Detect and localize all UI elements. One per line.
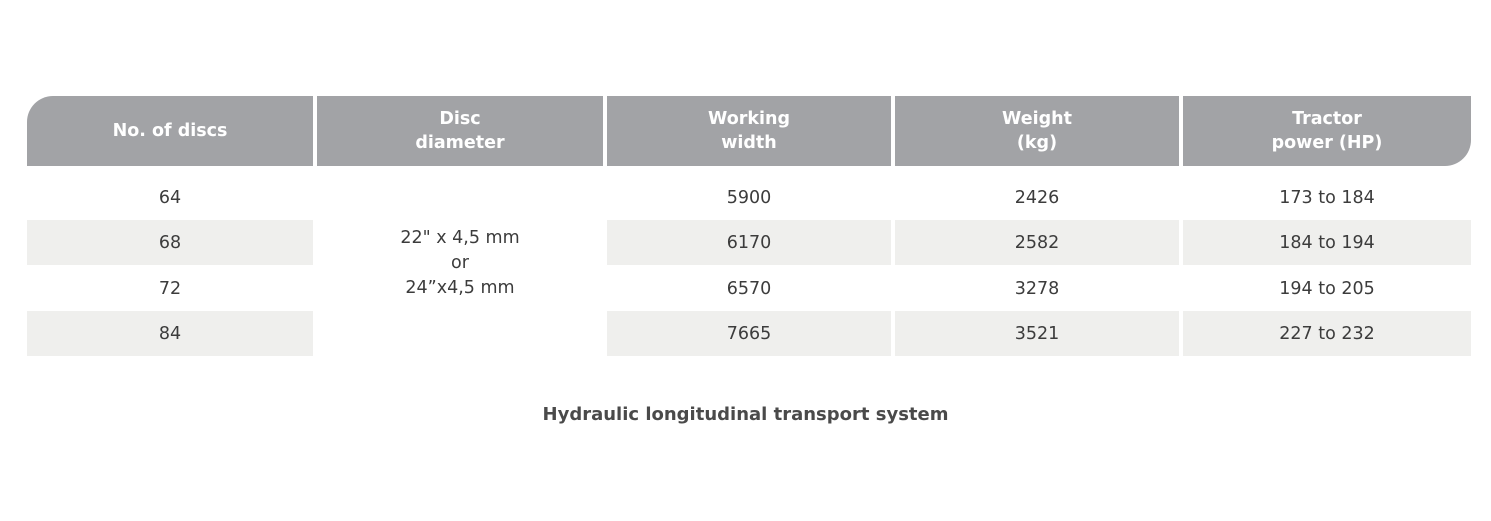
cell-discs: 64	[158, 187, 182, 208]
cell-weight: 3278	[1014, 278, 1060, 299]
disc-diameter-line-1: 22" x 4,5 mm	[400, 228, 520, 248]
cell-tractor-power: 227 to 232	[1183, 311, 1471, 356]
cell-weight: 3521	[895, 311, 1179, 356]
table-caption: Hydraulic longitudinal transport system	[542, 404, 949, 425]
cell-working-width: 5900	[726, 187, 772, 208]
cell-working-width: 7665	[607, 311, 891, 356]
cell-tractor-power: 184 to 194	[1183, 220, 1471, 265]
header-tractor-power: Tractor power (HP)	[1183, 96, 1471, 166]
header-no-of-discs: No. of discs	[27, 96, 313, 166]
cell-weight: 2582	[895, 220, 1179, 265]
cell-working-width: 6170	[607, 220, 891, 265]
header-disc-diameter: Disc diameter	[317, 96, 603, 166]
cell-disc-diameter-merged	[317, 171, 603, 356]
header-working-width: Working width	[607, 96, 891, 166]
cell-working-width: 6570	[726, 278, 772, 299]
disc-diameter-line-2: or	[451, 253, 469, 273]
cell-tractor-power: 173 to 184	[1279, 187, 1375, 208]
cell-discs: 84	[27, 311, 313, 356]
header-weight: Weight (kg)	[895, 96, 1179, 166]
disc-diameter-line-3: 24”x4,5 mm	[405, 278, 515, 298]
cell-discs: 72	[158, 278, 182, 299]
cell-tractor-power: 194 to 205	[1279, 278, 1375, 299]
cell-weight: 2426	[1014, 187, 1060, 208]
cell-discs: 68	[27, 220, 313, 265]
specifications-table	[27, 96, 1471, 356]
